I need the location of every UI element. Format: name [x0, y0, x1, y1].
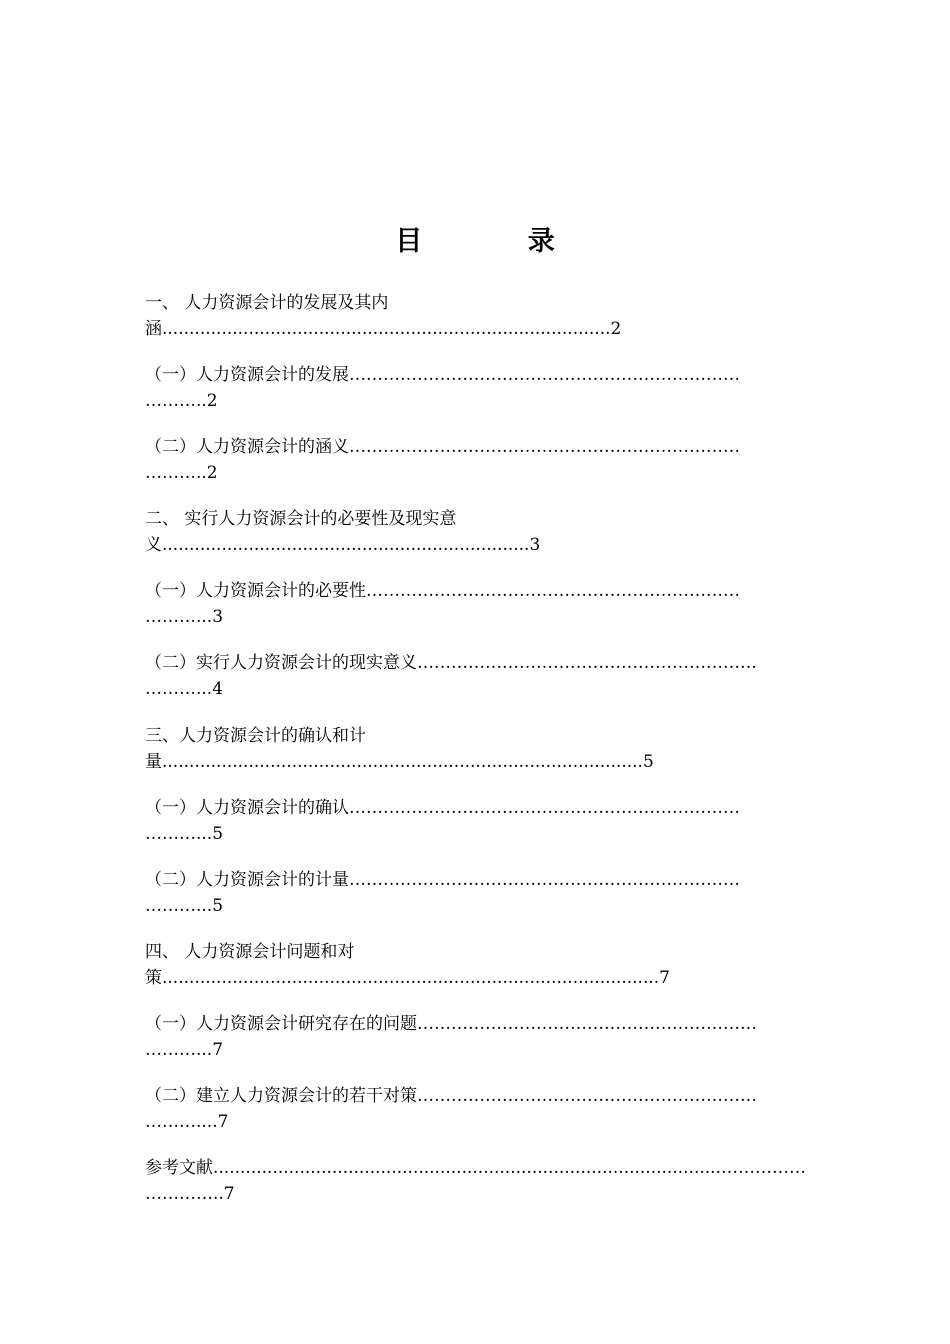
toc-entry-leader: ………...5 — [145, 896, 224, 916]
toc-entry-text: （一）人力资源会计的必要性………………………………………………………… — [145, 581, 740, 601]
toc-entry-text: 三、人力资源会计的确认和计 — [145, 726, 366, 746]
toc-entry-4-2[interactable] — [145, 1083, 810, 1135]
toc-entry-text: （一）人力资源会计研究存在的问题…………………………………………………… — [145, 1014, 757, 1034]
toc-entry-1[interactable] — [145, 290, 810, 342]
toc-entry-1-2[interactable] — [145, 434, 810, 486]
toc-entry-text: （一）人力资源会计的确认…………………………………………………………… — [145, 798, 740, 818]
toc-entry-text: 参考文献..............................................................................................…………… — [145, 1158, 806, 1178]
toc-entry-leader: ………...7 — [145, 1040, 224, 1060]
toc-entry-references[interactable] — [145, 1155, 810, 1207]
toc-entry-leader: ………..2 — [145, 391, 218, 411]
toc-entry-leader: 义....................................................................3 — [145, 535, 541, 555]
toc-entry-text: 二、 实行人力资源会计的必要性及现实意 — [145, 509, 457, 529]
toc-entry-2[interactable] — [145, 506, 810, 558]
toc-entry-2-1[interactable] — [145, 578, 810, 630]
toc-entry-leader: …………..7 — [145, 1184, 235, 1204]
toc-entry-leader: ………...3 — [145, 607, 224, 627]
toc-entry-4-1[interactable] — [145, 1011, 810, 1063]
toc-entry-leader: ………...5 — [145, 824, 224, 844]
toc-entry-3-2[interactable] — [145, 867, 810, 919]
toc-entry-leader: 量.........................................................................................5 — [145, 752, 654, 772]
toc-entry-leader: 涵...................................................................................2 — [145, 319, 622, 339]
toc-entry-leader: ………...4 — [145, 679, 224, 699]
toc-entry-leader: 策............................................................................................7 — [145, 968, 670, 988]
toc-entry-text: （二）实行人力资源会计的现实意义…………………………………………………… — [145, 653, 757, 673]
toc-entry-text: （二）人力资源会计的计量…………………………………………………………… — [145, 870, 740, 890]
toc-entry-text: （二）建立人力资源会计的若干对策…………………………………………………… — [145, 1086, 757, 1106]
toc-entry-4[interactable] — [145, 939, 810, 991]
toc-entry-2-2[interactable] — [145, 650, 810, 702]
toc-entry-text: （二）人力资源会计的涵义…………………………………………………………… — [145, 437, 740, 457]
toc-title: 目 录 — [395, 226, 603, 257]
toc-entry-text: 一、 人力资源会计的发展及其内 — [145, 293, 389, 313]
toc-entry-leader: ………....7 — [145, 1112, 229, 1132]
toc-entry-3-1[interactable] — [145, 795, 810, 847]
toc-entry-3[interactable] — [145, 723, 810, 775]
toc-entry-leader: ………..2 — [145, 463, 218, 483]
toc-entry-text: （一）人力资源会计的发展…………………………………………………………… — [145, 365, 740, 385]
toc-entry-1-1[interactable] — [145, 362, 810, 414]
toc-entry-text: 四、 人力资源会计问题和对 — [145, 942, 355, 962]
